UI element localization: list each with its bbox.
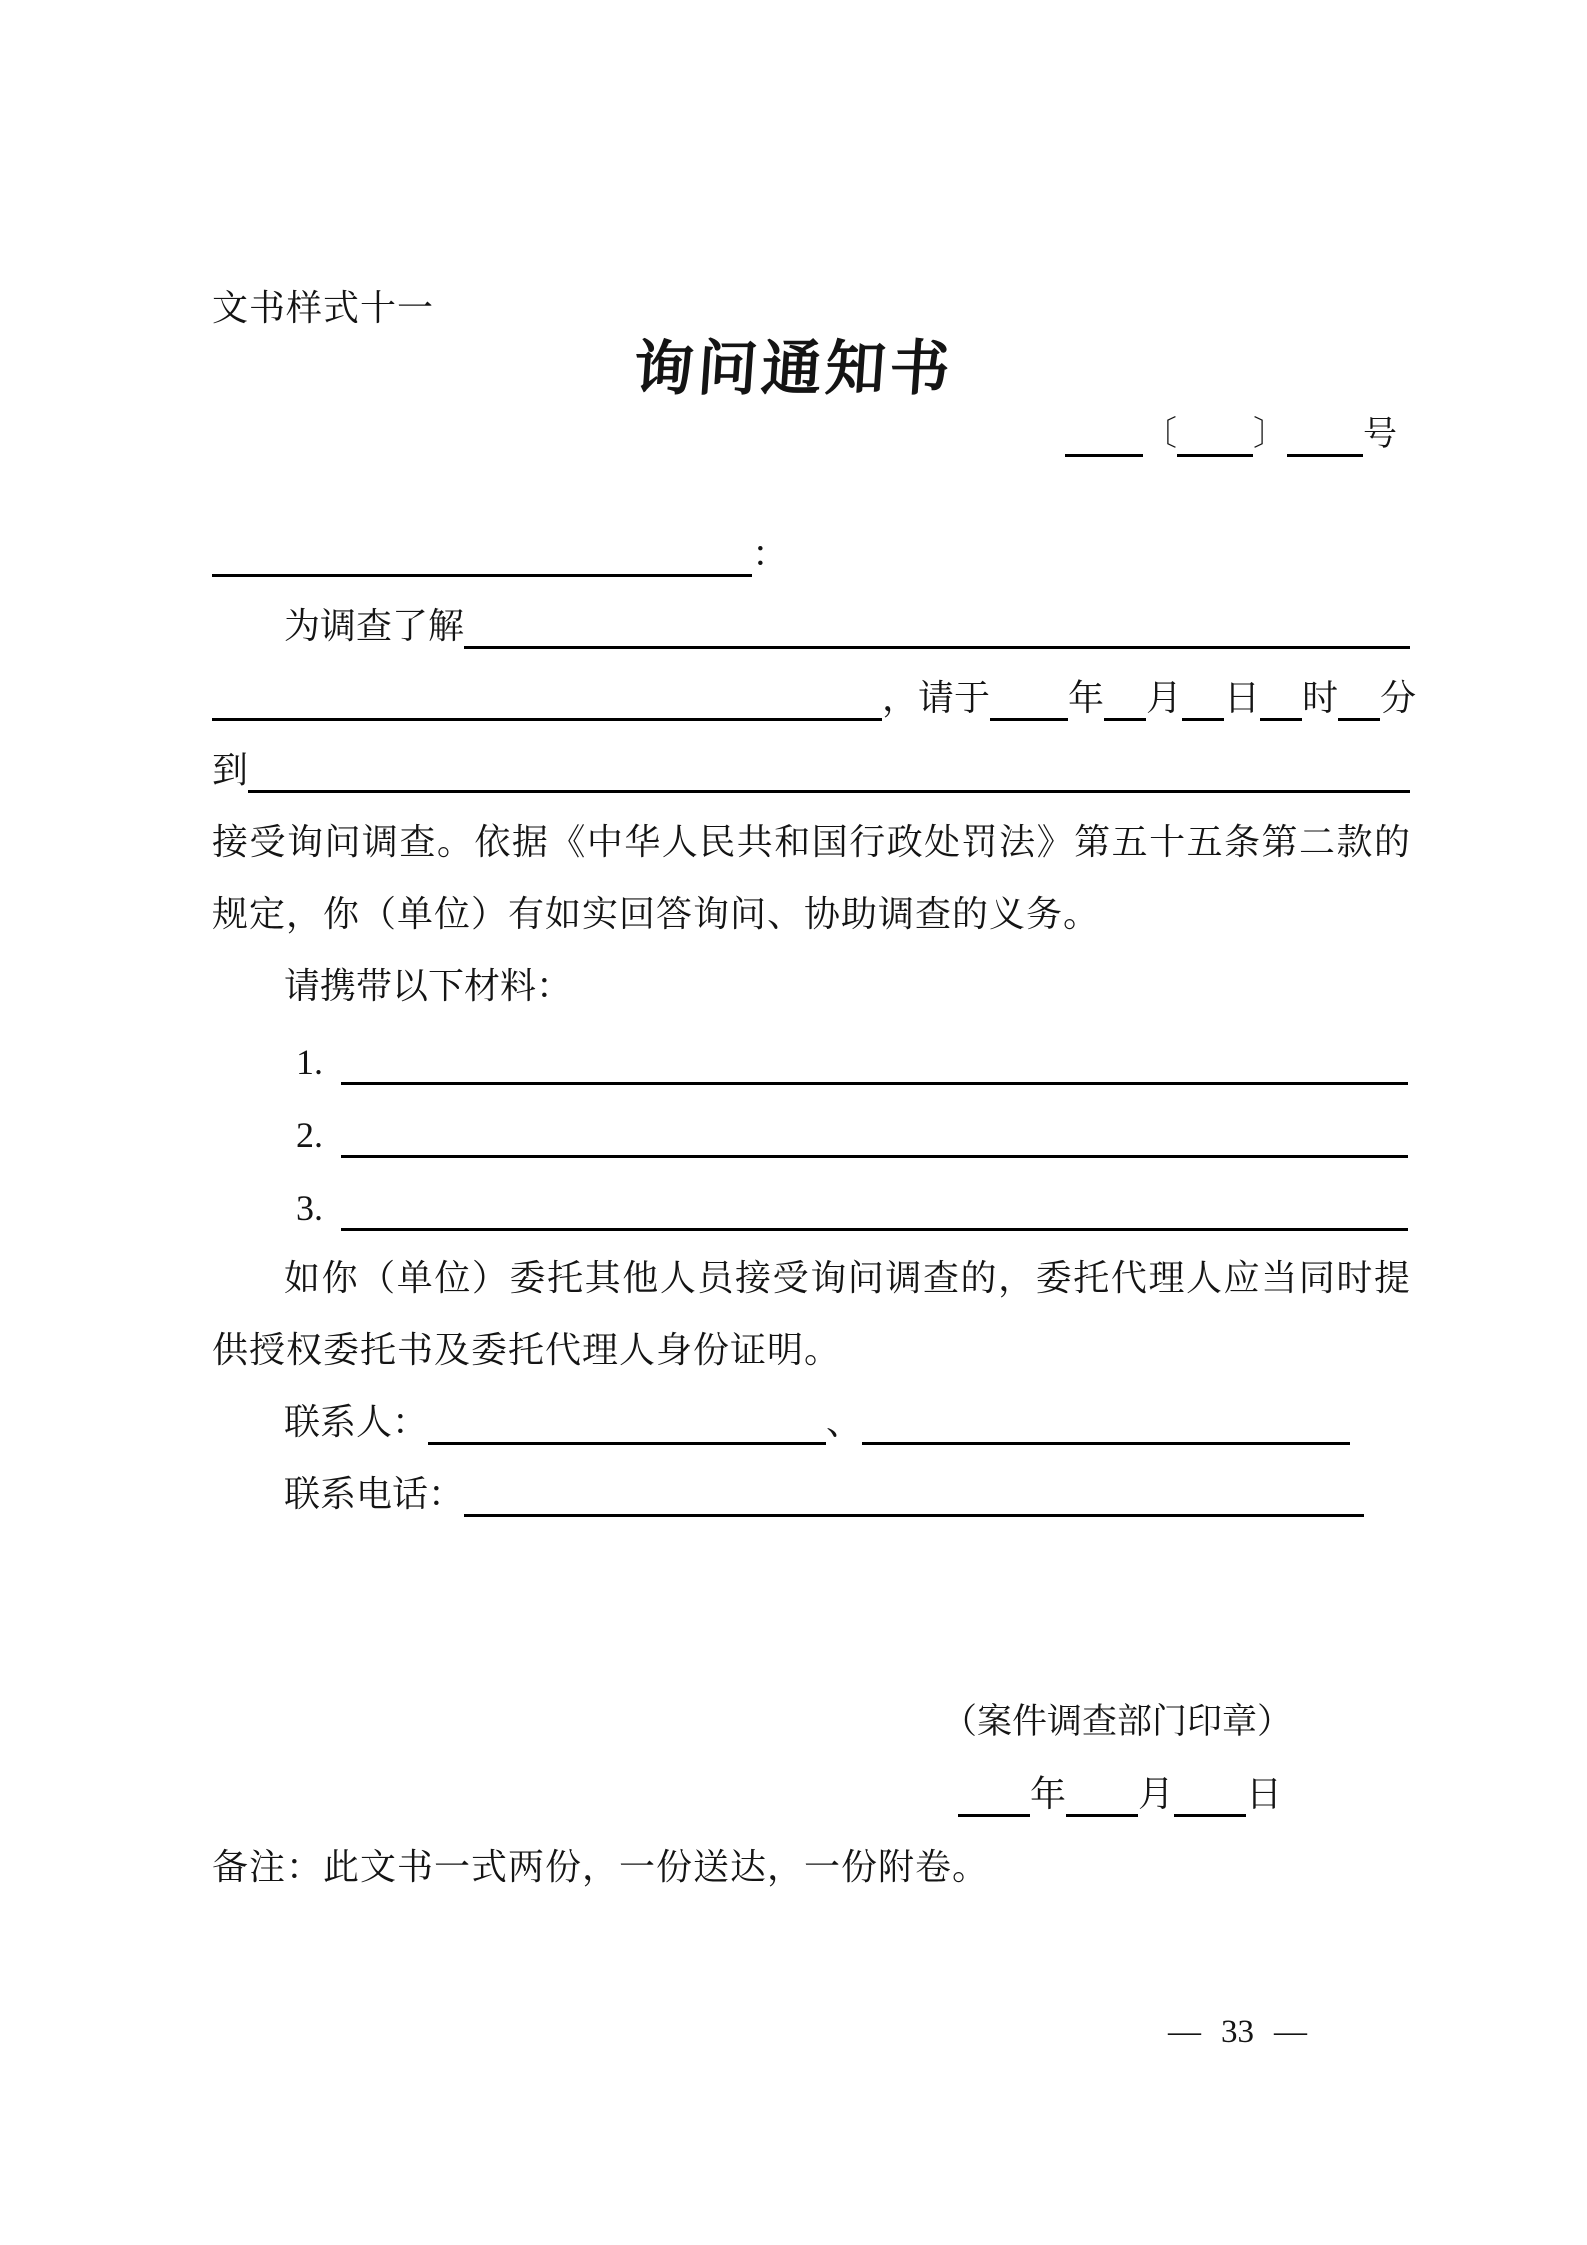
blank-doc-number-serial xyxy=(1287,454,1363,457)
blank-contact-phone xyxy=(464,1514,1364,1517)
doc-number-suffix: 号 xyxy=(1363,416,1397,453)
p1-mid-text: ，请于 xyxy=(882,678,991,718)
contact-separator: 、 xyxy=(826,1402,863,1442)
blank-material-1 xyxy=(341,1082,1408,1085)
paragraph1-line1 xyxy=(212,604,1410,649)
sign-year-label: 年 xyxy=(1029,1774,1066,1814)
blank-sign-day xyxy=(1174,1814,1246,1817)
to-label: 到 xyxy=(212,750,249,790)
blank-sign-year xyxy=(958,1814,1030,1817)
material-item-1 xyxy=(296,1040,1408,1085)
blank-year xyxy=(990,718,1068,721)
blank-day xyxy=(1182,718,1224,721)
item1-number: 1. xyxy=(296,1042,323,1082)
material-item-3 xyxy=(296,1186,1408,1231)
contact-phone-label: 联系电话： xyxy=(284,1474,465,1514)
page-number-value: 33 xyxy=(1221,2014,1254,2050)
blank-location xyxy=(248,790,1410,793)
blank-sign-month xyxy=(1066,1814,1138,1817)
paragraph1-line2 xyxy=(212,676,1416,721)
hour-label: 时 xyxy=(1302,678,1339,718)
item3-number: 3. xyxy=(296,1188,323,1228)
blank-material-2 xyxy=(341,1155,1408,1158)
minute-label: 分 xyxy=(1380,678,1417,718)
page-number-dash-right: — xyxy=(1274,2014,1307,2050)
blank-investigation-matter xyxy=(464,646,1410,649)
contact-person-label: 联系人： xyxy=(284,1402,429,1442)
month-label: 月 xyxy=(1146,678,1183,718)
blank-doc-number-year xyxy=(1177,454,1253,457)
p1-lead-text: 为调查了解 xyxy=(284,606,465,646)
blank-material-3 xyxy=(341,1228,1408,1231)
day-label: 日 xyxy=(1224,678,1261,718)
doc-title: 询问通知书 xyxy=(631,336,956,402)
footnote: 备注：此文书一式两份，一份送达，一份附卷。 xyxy=(212,1847,990,1887)
blank-minute xyxy=(1338,718,1380,721)
doc-number-close-bracket: 〕 xyxy=(1253,416,1287,453)
paragraph1-line4: 接受询问调查。依据《中华人民共和国行政处罚法》第五十五条第二款的 xyxy=(212,822,1410,862)
blank-contact-person-2 xyxy=(862,1442,1350,1445)
contact-phone-line xyxy=(212,1472,1364,1517)
signature-date-line xyxy=(958,1772,1282,1817)
addressee-colon: ： xyxy=(752,534,789,574)
page-number-dash-left: — xyxy=(1168,2014,1201,2050)
blank-hour xyxy=(1260,718,1302,721)
paragraph1-line5: 规定，你（单位）有如实回答询问、协助调查的义务。 xyxy=(212,894,1101,934)
doc-number-open-bracket: 〔 xyxy=(1143,416,1177,453)
doc-number-line xyxy=(1065,414,1397,457)
delegation-line2: 供授权委托书及委托代理人身份证明。 xyxy=(212,1330,842,1370)
delegation-line1: 如你（单位）委托其他人员接受询问调查的，委托代理人应当同时提 xyxy=(284,1258,1410,1298)
blank-month xyxy=(1104,718,1146,721)
blank-matter-continued xyxy=(212,718,882,721)
blank-doc-number-prefix xyxy=(1065,454,1143,457)
blank-addressee xyxy=(212,574,752,577)
paragraph1-line3 xyxy=(212,748,1410,793)
materials-heading: 请携带以下材料： xyxy=(284,966,573,1006)
blank-contact-person-1 xyxy=(428,1442,826,1445)
material-item-2 xyxy=(296,1113,1408,1158)
page-number xyxy=(1168,2012,1307,2053)
addressee-line xyxy=(212,532,788,577)
year-label: 年 xyxy=(1068,678,1105,718)
sign-day-label: 日 xyxy=(1245,1774,1282,1814)
stamp-placeholder: （案件调查部门印章） xyxy=(941,1702,1292,1741)
sign-month-label: 月 xyxy=(1137,1774,1174,1814)
doc-style-label: 文书样式十一 xyxy=(212,288,435,328)
contact-person-line xyxy=(212,1400,1350,1445)
item2-number: 2. xyxy=(296,1115,323,1155)
